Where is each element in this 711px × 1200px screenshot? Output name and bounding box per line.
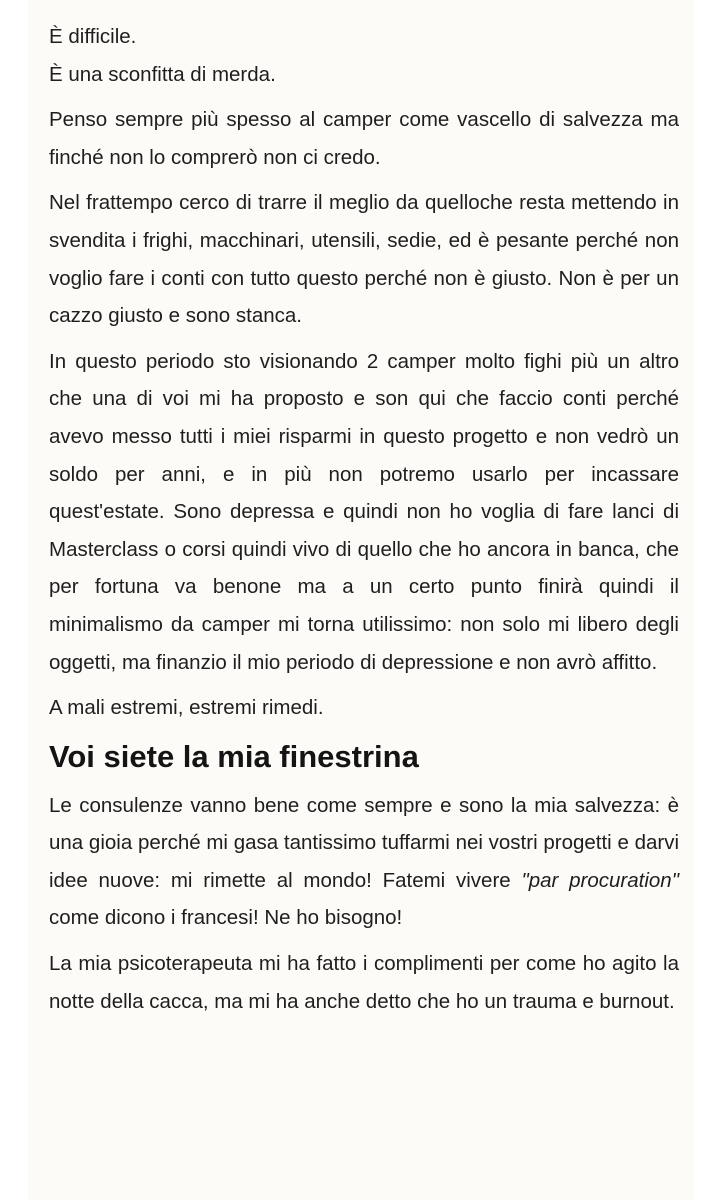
- paragraph-mali-estremi: A mali estremi, estremi rimedi.: [49, 696, 324, 720]
- opening-line-1: È difficile.: [49, 25, 137, 48]
- paragraph-camper: Penso sempre più spesso al camper come vascello di salvezza ma finché non lo comprerò non ci credo.: [49, 108, 679, 169]
- paragraph-psicoterapeuta: La mia psicoterapeuta mi ha fatto i complimenti per come ho agito la notte della cacca, ma mi ha anche detto che ho un trauma e burnout.: [49, 952, 679, 1013]
- paragraph-periodo: In questo periodo sto visionando 2 camper molto fighi più un altro che una di voi mi ha proposto e son qui che faccio conti perché avevo messo tutti i miei risparmi in questo progetto e non vedrò un soldo per anni, e in più non potremo usarlo per incassare quest'estate. Sono depressa e quindi non ho voglia di fare lanci di Masterclass o corsi quindi vivo di quello che ho ancora in banca, che per fortuna va benone ma a un certo punto finirà quindi il minimalismo da camper mi torna utilissimo: non solo mi libero degli oggetti, ma finanzio il mio periodo di depressione e non avrò affitto.: [49, 349, 679, 674]
- opening-line-2: È una sconfitta di merda.: [49, 62, 276, 86]
- article-page: [28, 0, 694, 1200]
- paragraph-svendita: Nel frattempo cerco di trarre il meglio da quelloche resta mettendo in svendita i frighi, macchinari, utensili, sedie, ed è pesante perché non voglio fare i conti con tutto questo perché non è giusto. Non è per un cazzo giusto e sono stanca.: [49, 191, 679, 328]
- article-body: [49, 18, 679, 1020]
- section-heading: Voi siete la mia finestrina: [49, 738, 419, 774]
- consulenze-italic-phrase: "par procuration": [521, 868, 679, 892]
- consulenze-text-end: come dicono i francesi! Ne ho bisogno!: [49, 906, 403, 930]
- consulenze-text-start: Le consulenze vanno bene come sempre e sono la mia salvezza: è una gioia perché mi gasa tantissimo tuffarmi nei vostri progetti e darvi idee nuove: mi rimette al mondo! Fatemi vivere: [49, 793, 679, 892]
- opening-paragraph: [49, 18, 679, 93]
- paragraph-consulenze: [49, 787, 679, 937]
